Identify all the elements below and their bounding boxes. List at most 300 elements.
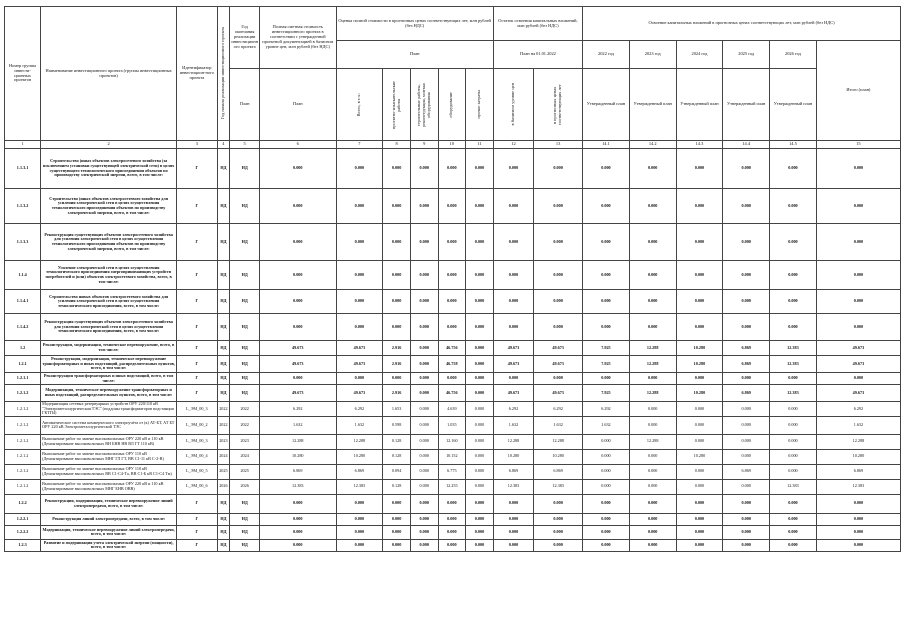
value-cell: 0.000 <box>466 373 494 385</box>
column-number: 14.2 <box>629 141 676 149</box>
project-id: Г <box>177 494 217 513</box>
value-cell: 0.000 <box>723 494 770 513</box>
start-year: НД <box>217 494 230 513</box>
end-year: 2024 <box>230 449 260 464</box>
end-year: 2022 <box>230 402 260 417</box>
value-cell: 0.000 <box>676 416 723 434</box>
value-cell: 0.000 <box>816 525 900 539</box>
value-cell: 0.000 <box>723 402 770 417</box>
value-cell: 0.000 <box>410 385 438 402</box>
value-cell: 0.000 <box>723 373 770 385</box>
value-cell: 6.292 <box>583 402 630 417</box>
value-cell: 1.632 <box>583 416 630 434</box>
value-cell: 0.000 <box>493 513 533 525</box>
row-number: 1.2.1 <box>5 356 41 373</box>
start-year: НД <box>217 385 230 402</box>
table-row <box>5 525 901 539</box>
table-row <box>5 434 901 449</box>
value-cell: 0.000 <box>260 224 337 261</box>
project-name: Модернизация, техническое перевооружение трансформаторных и иных подстанций, распределительных пунктов, всего, в том числе: <box>41 385 177 402</box>
value-cell: 0.000 <box>629 189 676 224</box>
value-cell: 12.288 <box>629 341 676 356</box>
row-number: 1.2.2.1 <box>5 513 41 525</box>
value-cell: 0.000 <box>336 189 383 224</box>
value-cell: 0.000 <box>770 525 817 539</box>
header-sub-equipment: оборудование <box>438 69 466 141</box>
header-plan: План <box>336 41 493 69</box>
value-cell: 0.000 <box>410 149 438 189</box>
start-year: НД <box>217 539 230 551</box>
value-cell: 0.000 <box>676 464 723 479</box>
value-cell: 0.000 <box>493 539 533 551</box>
value-cell: 0.000 <box>336 149 383 189</box>
start-year: 2023 <box>217 434 230 449</box>
value-cell: 0.000 <box>629 479 676 494</box>
header-project-name: Наименование инвестиционного проекта (группы инвестиционных проектов) <box>41 7 177 141</box>
value-cell: 0.598 <box>383 416 411 434</box>
project-name: Усиление электрической сети в целях осуществления технологического присоединения энергопринимающих устройств потребителей и (или) объектов электросетевого хозяйства, всего, в том числе: <box>41 261 177 290</box>
value-cell: 0.000 <box>383 494 411 513</box>
value-cell: 1.632 <box>260 416 337 434</box>
end-year: НД <box>230 513 260 525</box>
end-year: НД <box>230 261 260 290</box>
value-cell: 12.383 <box>770 356 817 373</box>
table-row <box>5 402 901 417</box>
value-cell: 0.128 <box>383 479 411 494</box>
column-number: 13 <box>534 141 583 149</box>
value-cell: 10.280 <box>534 449 583 464</box>
project-id: Г <box>177 525 217 539</box>
row-number: 1.2 <box>5 341 41 356</box>
value-cell: 0.000 <box>676 224 723 261</box>
end-year: НД <box>230 314 260 341</box>
value-cell: 10.152 <box>438 449 466 464</box>
project-name: Строительство (иных объектов электросетевого хозяйства (за исключением установки существующей электрической сети) в целях существующего технологического присоединения объектов по производству электрической энергии, всего, в том числе: <box>41 149 177 189</box>
value-cell: 1.632 <box>816 416 900 434</box>
value-cell: 49.673 <box>336 385 383 402</box>
value-cell: 1.632 <box>493 416 533 434</box>
project-id: Г <box>177 149 217 189</box>
value-cell: 46.758 <box>438 356 466 373</box>
value-cell: 0.000 <box>534 494 583 513</box>
column-number: 3 <box>177 141 217 149</box>
header-approved-2025: Утвержденный план <box>723 69 770 141</box>
table-row <box>5 290 901 314</box>
value-cell: 49.673 <box>534 356 583 373</box>
value-cell: 49.673 <box>493 356 533 373</box>
value-cell: 49.673 <box>816 341 900 356</box>
value-cell: 0.000 <box>770 449 817 464</box>
value-cell: 0.000 <box>629 494 676 513</box>
table-row <box>5 189 901 224</box>
value-cell: 0.000 <box>466 539 494 551</box>
value-cell: 49.673 <box>534 385 583 402</box>
table-row <box>5 149 901 189</box>
value-cell: 0.000 <box>383 525 411 539</box>
table-row <box>5 314 901 341</box>
value-cell: 0.000 <box>676 373 723 385</box>
column-number: 14.5 <box>770 141 817 149</box>
value-cell: 2.916 <box>383 385 411 402</box>
end-year: НД <box>230 525 260 539</box>
value-cell: 0.000 <box>583 525 630 539</box>
value-cell: 12.383 <box>260 479 337 494</box>
table-row <box>5 385 901 402</box>
header-approved-2022: Утвержденный план <box>583 69 630 141</box>
value-cell: 0.000 <box>438 513 466 525</box>
value-cell: 12.383 <box>336 479 383 494</box>
value-cell: 0.000 <box>336 494 383 513</box>
value-cell: 0.000 <box>438 189 466 224</box>
value-cell: 0.000 <box>583 513 630 525</box>
value-cell: 0.000 <box>383 314 411 341</box>
value-cell: 0.000 <box>534 513 583 525</box>
table-row <box>5 494 901 513</box>
value-cell: 0.000 <box>676 402 723 417</box>
header-sub-other: прочие затраты <box>466 69 494 141</box>
value-cell: 0.000 <box>770 373 817 385</box>
value-cell: 46.756 <box>438 341 466 356</box>
value-cell: 0.000 <box>410 224 438 261</box>
column-number: 9 <box>410 141 438 149</box>
value-cell: 0.000 <box>629 539 676 551</box>
value-cell: 2.916 <box>383 341 411 356</box>
value-cell: 0.000 <box>336 513 383 525</box>
value-cell: 12.160 <box>438 434 466 449</box>
row-number: 1.2.1.1 <box>5 373 41 385</box>
value-cell: 0.128 <box>383 434 411 449</box>
value-cell: 0.000 <box>583 464 630 479</box>
value-cell: 12.288 <box>336 434 383 449</box>
project-name: Модернизация сетевых резервуарных устройств ОРУ 220/110 кВ "Электрометаллургическая ТЭС" (поддоны трансформаторов подстанции ГКТП4) <box>41 402 177 417</box>
column-number: 14.3 <box>676 141 723 149</box>
value-cell: 0.000 <box>410 373 438 385</box>
value-cell: 12.288 <box>629 434 676 449</box>
start-year: 2022 <box>217 402 230 417</box>
project-name: Реконструкция линий электропередачи, всего, в том числе: <box>41 513 177 525</box>
value-cell: 0.000 <box>410 449 438 464</box>
value-cell: 0.000 <box>336 314 383 341</box>
project-id: L_ЭМ_00_3 <box>177 434 217 449</box>
value-cell: 0.000 <box>466 464 494 479</box>
value-cell: 0.000 <box>466 525 494 539</box>
row-number: 1.1.3.2 <box>5 189 41 224</box>
end-year: 2023 <box>230 434 260 449</box>
header-group-number: Номер группы инвести-ционных проектов <box>5 7 41 141</box>
project-id: Г <box>177 261 217 290</box>
value-cell: 0.000 <box>534 149 583 189</box>
value-cell: 0.000 <box>583 224 630 261</box>
value-cell: 0.000 <box>260 261 337 290</box>
project-name: Развитие и модернизация учета электрической энергии (мощности), всего, в том числе: <box>41 539 177 551</box>
project-id: Г <box>177 356 217 373</box>
value-cell: 0.000 <box>583 434 630 449</box>
end-year: НД <box>230 290 260 314</box>
header-capital-investment: Освоение капитальных вложений в прогнозных ценах соответствующих лет, млн рублей (без НДС) <box>583 7 901 41</box>
value-cell: 0.000 <box>466 224 494 261</box>
value-cell: 0.000 <box>493 525 533 539</box>
value-cell: 6.292 <box>260 402 337 417</box>
value-cell: 0.000 <box>410 341 438 356</box>
value-cell: 0.000 <box>583 261 630 290</box>
end-year: НД <box>230 373 260 385</box>
value-cell: 0.000 <box>466 449 494 464</box>
header-estimated-cost: Полная сметная стоимость инвестиционного проекта в соответствии с утвержденной проектной документацией в базисном уровне цен, млн рублей (без НДС) <box>260 7 337 69</box>
value-cell: 0.000 <box>676 434 723 449</box>
value-cell: 0.000 <box>410 479 438 494</box>
row-number: 1.2.1.2 <box>5 402 41 417</box>
value-cell: 7.925 <box>583 341 630 356</box>
header-sub-total: Всего, в т.ч.: <box>336 69 383 141</box>
value-cell: 0.000 <box>723 449 770 464</box>
value-cell: 6.869 <box>534 464 583 479</box>
start-year: НД <box>217 261 230 290</box>
value-cell: 12.383 <box>770 385 817 402</box>
end-year: НД <box>230 149 260 189</box>
value-cell: 0.000 <box>260 189 337 224</box>
end-year: 2026 <box>230 479 260 494</box>
value-cell: 12.288 <box>629 385 676 402</box>
project-id: Г <box>177 224 217 261</box>
table-row <box>5 449 901 464</box>
value-cell: 0.000 <box>493 290 533 314</box>
value-cell: 2.916 <box>383 356 411 373</box>
start-year: 2024 <box>217 449 230 464</box>
value-cell: 6.775 <box>438 464 466 479</box>
value-cell: 0.000 <box>770 464 817 479</box>
project-name: Модернизация, техническое перевооружение линий электропередачи, всего, в том числе: <box>41 525 177 539</box>
value-cell: 0.000 <box>723 290 770 314</box>
value-cell: 0.000 <box>629 464 676 479</box>
value-cell: 0.000 <box>816 513 900 525</box>
column-number: 10 <box>438 141 466 149</box>
header-year-2022: 2022 год <box>583 41 630 69</box>
value-cell: 7.925 <box>583 385 630 402</box>
value-cell: 0.000 <box>260 525 337 539</box>
value-cell: 1.632 <box>534 416 583 434</box>
value-cell: 0.000 <box>534 539 583 551</box>
value-cell: 0.000 <box>583 149 630 189</box>
value-cell: 0.000 <box>816 224 900 261</box>
value-cell: 0.000 <box>466 513 494 525</box>
value-cell: 0.000 <box>410 513 438 525</box>
value-cell: 12.383 <box>816 479 900 494</box>
value-cell: 0.000 <box>336 539 383 551</box>
value-cell: 0.000 <box>466 356 494 373</box>
project-id: Г <box>177 385 217 402</box>
value-cell: 0.000 <box>383 373 411 385</box>
end-year: НД <box>230 356 260 373</box>
project-id: Г <box>177 189 217 224</box>
value-cell: 0.000 <box>723 479 770 494</box>
value-cell: 0.000 <box>466 261 494 290</box>
value-cell: 0.000 <box>770 224 817 261</box>
value-cell: 0.000 <box>493 189 533 224</box>
value-cell: 12.288 <box>816 434 900 449</box>
value-cell: 0.000 <box>534 525 583 539</box>
value-cell: 0.000 <box>260 290 337 314</box>
project-name: Выполнение работ по замене высоковольтных ОРУ 110 кВ (Демонтирование высоковольтных МНГ ГЛ ГТ, ВВ С1-11 кВ С-2-В) <box>41 449 177 464</box>
value-cell: 6.869 <box>260 464 337 479</box>
header-end-year: Год окончания реализации инвестиционного проекта <box>230 7 260 69</box>
value-cell: 0.000 <box>534 290 583 314</box>
value-cell: 0.000 <box>493 373 533 385</box>
table-row <box>5 416 901 434</box>
project-name: Реконструкция, модернизация, техническое перевооружение, всего, в том числе: <box>41 341 177 356</box>
value-cell: 6.292 <box>336 402 383 417</box>
project-id: Г <box>177 341 217 356</box>
value-cell: 0.000 <box>770 189 817 224</box>
row-number: 1.2.1.2 <box>5 416 41 434</box>
value-cell: 0.000 <box>410 494 438 513</box>
value-cell: 0.000 <box>410 464 438 479</box>
value-cell: 6.869 <box>723 341 770 356</box>
value-cell: 0.000 <box>676 290 723 314</box>
column-number: 6 <box>260 141 337 149</box>
value-cell: 6.869 <box>336 464 383 479</box>
value-cell: 0.000 <box>493 314 533 341</box>
value-cell: 0.000 <box>336 261 383 290</box>
value-cell: 0.000 <box>676 494 723 513</box>
value-cell: 0.000 <box>336 224 383 261</box>
value-cell: 0.000 <box>629 402 676 417</box>
header-year-2026: 2026 год <box>770 41 817 69</box>
value-cell: 0.000 <box>723 261 770 290</box>
row-number: 1.1.3.1 <box>5 149 41 189</box>
value-cell: 49.673 <box>336 341 383 356</box>
value-cell: 0.000 <box>438 525 466 539</box>
value-cell: 0.000 <box>629 525 676 539</box>
row-number: 1.2.3 <box>5 539 41 551</box>
value-cell: 0.000 <box>629 449 676 464</box>
header-year-2023: 2023 год <box>629 41 676 69</box>
value-cell: 6.869 <box>493 464 533 479</box>
value-cell: 0.000 <box>383 290 411 314</box>
value-cell: 0.000 <box>410 539 438 551</box>
start-year: 2022 <box>217 416 230 434</box>
value-cell: 0.000 <box>676 525 723 539</box>
value-cell: 0.000 <box>493 149 533 189</box>
project-id: L_ЭМ_00_4 <box>177 449 217 464</box>
value-cell: 0.000 <box>770 402 817 417</box>
value-cell: 12.288 <box>629 356 676 373</box>
value-cell: 0.000 <box>816 189 900 224</box>
start-year: 2025 <box>217 464 230 479</box>
value-cell: 0.000 <box>466 402 494 417</box>
project-id: Г <box>177 373 217 385</box>
value-cell: 0.000 <box>676 479 723 494</box>
value-cell: 0.000 <box>493 494 533 513</box>
project-id: L_ЭМ_00_2 <box>177 416 217 434</box>
column-number: 2 <box>41 141 177 149</box>
end-year: НД <box>230 341 260 356</box>
value-cell: 0.000 <box>770 261 817 290</box>
value-cell: 0.000 <box>583 189 630 224</box>
value-cell: 0.000 <box>723 513 770 525</box>
project-id: Г <box>177 539 217 551</box>
start-year: НД <box>217 189 230 224</box>
value-cell: 0.000 <box>770 149 817 189</box>
value-cell: 0.000 <box>676 513 723 525</box>
start-year: НД <box>217 290 230 314</box>
value-cell: 0.000 <box>260 149 337 189</box>
value-cell: 0.000 <box>770 416 817 434</box>
value-cell: 12.383 <box>534 479 583 494</box>
value-cell: 0.000 <box>723 314 770 341</box>
value-cell: 0.000 <box>466 479 494 494</box>
start-year: НД <box>217 314 230 341</box>
row-number: 1.2.1.2 <box>5 434 41 449</box>
value-cell: 0.000 <box>583 290 630 314</box>
value-cell: 49.673 <box>493 385 533 402</box>
value-cell: 10.280 <box>676 356 723 373</box>
value-cell: 0.000 <box>629 224 676 261</box>
project-id: L_ЭМ_00_3 <box>177 402 217 417</box>
column-number: 8 <box>383 141 411 149</box>
value-cell: 0.000 <box>493 261 533 290</box>
header-approved-2023: Утвержденный план <box>629 69 676 141</box>
end-year: НД <box>230 539 260 551</box>
value-cell: 0.000 <box>383 539 411 551</box>
start-year: НД <box>217 373 230 385</box>
value-cell: 0.000 <box>438 290 466 314</box>
value-cell: 49.673 <box>493 341 533 356</box>
column-number: 12 <box>493 141 533 149</box>
column-number: 7 <box>336 141 383 149</box>
value-cell: 12.383 <box>770 479 817 494</box>
row-number: 1.2.2 <box>5 494 41 513</box>
end-year: НД <box>230 224 260 261</box>
value-cell: 49.673 <box>336 356 383 373</box>
value-cell: 0.000 <box>583 314 630 341</box>
value-cell: 0.000 <box>676 189 723 224</box>
row-number: 1.1.4.1 <box>5 290 41 314</box>
value-cell: 0.000 <box>816 149 900 189</box>
value-cell: 10.280 <box>816 449 900 464</box>
value-cell: 46.756 <box>438 385 466 402</box>
table-row <box>5 373 901 385</box>
table-row <box>5 261 901 290</box>
value-cell: 0.000 <box>493 224 533 261</box>
value-cell: 10.280 <box>676 449 723 464</box>
value-cell: 10.280 <box>676 385 723 402</box>
value-cell: 0.000 <box>260 314 337 341</box>
value-cell: 0.000 <box>583 479 630 494</box>
project-name: Выполнение работ по замене высоковольтных ОРУ 220 кВ и 110 кВ (Демонтирование высоковольтных МНГ БНВ ОВВ) <box>41 479 177 494</box>
value-cell: 0.000 <box>770 513 817 525</box>
value-cell: 0.000 <box>676 539 723 551</box>
column-number: 15 <box>816 141 900 149</box>
end-year: НД <box>230 494 260 513</box>
value-cell: 0.000 <box>466 341 494 356</box>
value-cell: 0.000 <box>410 290 438 314</box>
value-cell: 0.000 <box>583 449 630 464</box>
start-year: НД <box>217 525 230 539</box>
start-year: НД <box>217 356 230 373</box>
value-cell: 0.000 <box>629 261 676 290</box>
project-name: Автоматическое система коммерческого электроучёта от (к) АТ-БТ, АТ БТ ОРУ 220 кВ Электрометаллургической ТЭС <box>41 416 177 434</box>
value-cell: 0.000 <box>410 356 438 373</box>
project-id: Г <box>177 290 217 314</box>
value-cell: 6.869 <box>723 385 770 402</box>
value-cell: 0.000 <box>336 525 383 539</box>
header-start-year: Год начала реализации инвестиционного проекта <box>217 7 230 141</box>
value-cell: 6.292 <box>816 402 900 417</box>
column-number: 5 <box>230 141 260 149</box>
value-cell: 0.000 <box>410 261 438 290</box>
value-cell: 0.000 <box>438 494 466 513</box>
value-cell: 0.000 <box>816 494 900 513</box>
